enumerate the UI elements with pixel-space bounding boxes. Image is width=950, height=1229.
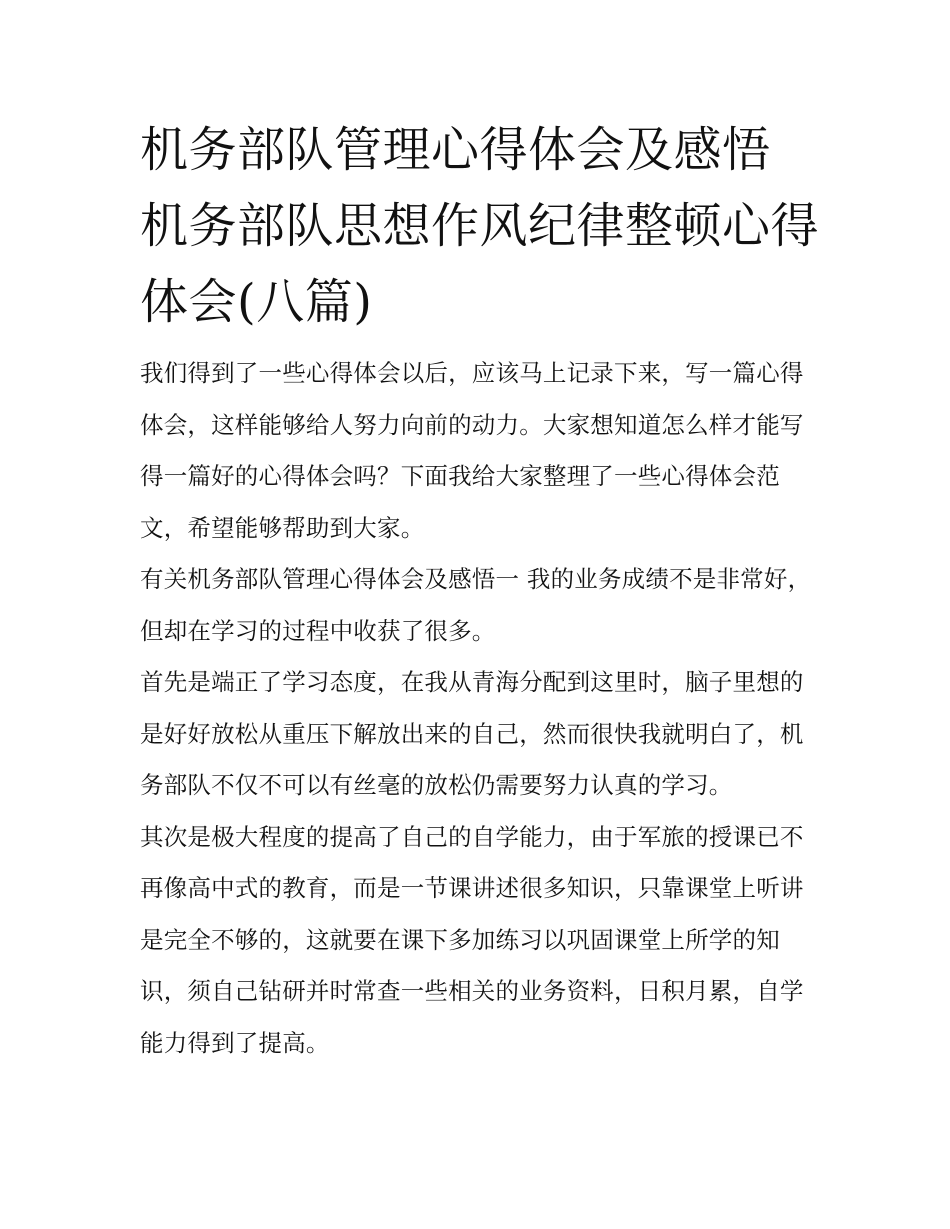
paragraph-2: 首先是端正了学习态度，在我从青海分配到这里时，脑子里想的是好好放松从重压下解放出来的自己，然而很快我就明白了，机务部队不仅不可以有丝毫的放松仍需要努力认真的学习。 bbox=[140, 668, 804, 799]
document-body bbox=[140, 348, 820, 1069]
document-page bbox=[140, 112, 820, 1069]
paragraph-intro: 我们得到了一些心得体会以后，应该马上记录下来，写一篇心得体会，这样能够给人努力向前的动力。大家想知道怎么样才能写得一篇好的心得体会吗？下面我给大家整理了一些心得体会范文，希望能够帮助到大家。 bbox=[140, 359, 804, 542]
paragraph-3: 其次是极大程度的提高了自己的自学能力，由于军旅的授课已不再像高中式的教育，而是一节课讲述很多知识，只靠课堂上听讲是完全不够的，这就要在课下多加练习以巩固课堂上所学的知识，须自己钻研并时常查一些相关的业务资料，日积月累，自学能力得到了提高。 bbox=[140, 822, 804, 1057]
document-title: 机务部队管理心得体会及感悟 机务部队思想作风纪律整顿心得体会(八篇) bbox=[140, 122, 820, 330]
paragraph-1: 有关机务部队管理心得体会及感悟一 我的业务成绩不是非常好，但却在学习的过程中收获了很多。 bbox=[140, 565, 812, 645]
